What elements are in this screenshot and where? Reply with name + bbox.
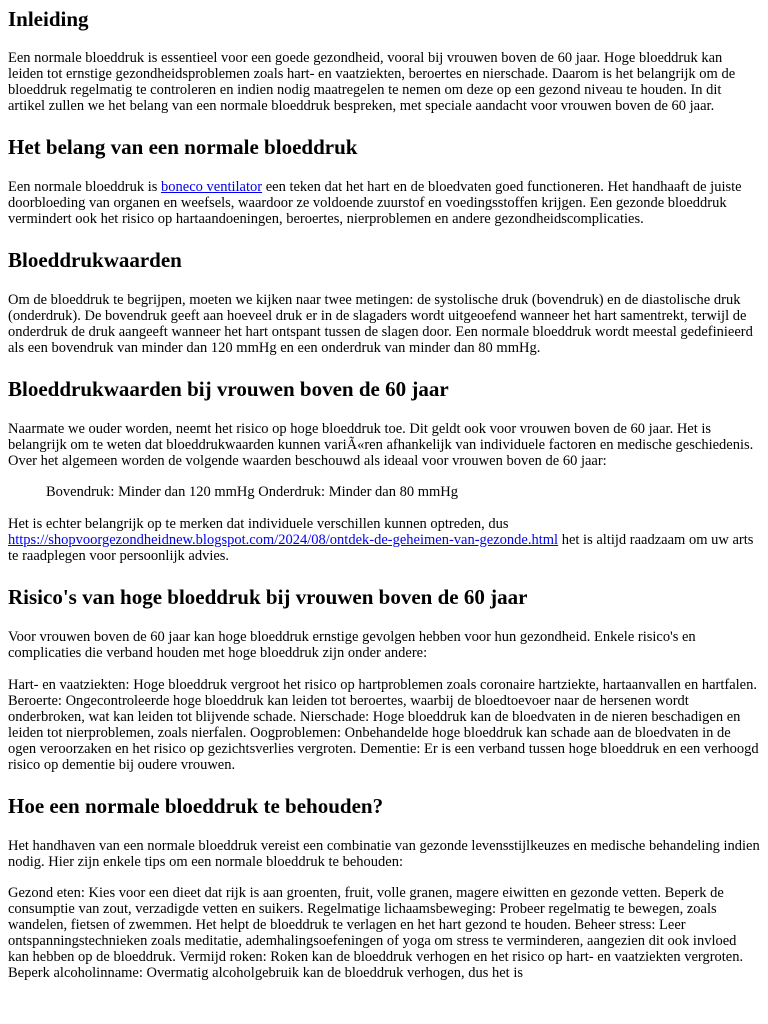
paragraph-inleiding: Een normale bloeddruk is essentieel voor een goede gezondheid, vooral bij vrouwen boven de 60 jaar. Hoge bloeddruk kan leiden tot ernstige gezondheidsproblemen zoals hart- en vaatziekten, beroertes en nierschade. Daarom is het belangrijk om de bloeddruk regelmatig te controleren en indien nodig maatregelen te nemen om deze op een gezond niveau te houden. In dit artikel zullen we het belang van een normale bloeddruk bespreken, met speciale aandacht voor vrouwen boven de 60 jaar. (8, 50, 736, 114)
heading-belang: Het belang van een normale bloeddruk (8, 135, 358, 159)
paragraph-opmerking-start: Het is echter belangrijk op te merken dat individuele verschillen kunnen optreden, dus (8, 516, 509, 532)
paragraph-bloeddrukwaarden: Om de bloeddruk te begrijpen, moeten we kijken naar twee metingen: de systolische druk (bovendruk) en de diastolische druk (onderdruk). De bovendruk geeft aan hoeveel druk er in de slagaders wordt uitgeoefend wanneer het hart samentrekt, terwijl de onderdruk de druk aangeeft wanneer het hart ontspant tussen de slagen door. Een normale bloeddruk wordt meestal gedefinieerd als een bovendruk van minder dan 120 mmHg en een onderdruk van minder dan 80 mmHg. (8, 292, 753, 356)
heading-vrouwen-60: Bloeddrukwaarden bij vrouwen boven de 60 jaar (8, 377, 449, 401)
heading-inleiding: Inleiding (8, 7, 89, 31)
heading-behouden: Hoe een normale bloeddruk te behouden? (8, 794, 384, 818)
paragraph-behouden-tips: Gezond eten: Kies voor een dieet dat rijk is aan groenten, fruit, volle granen, magere eiwitten en gezonde vetten. Beperk de consumptie van zout, verzadigde vetten en suikers. Regelmatige lichaamsbeweging: Probeer regelmatig te bewegen, zoals wandelen, fietsen of zwemmen. Het helpt de bloeddruk te verlagen en het hart gezond te houden. Beheer stress: Leer ontspanningstechnieken zoals meditatie, ademhalingsoefeningen of yoga om stress te verminderen, aangezien dit ook invloed kan hebben op de bloeddruk. Vermijd roken: Roken kan de bloeddruk verhogen en het risico op hart- en vaatziekten vergroten. Beperk alcoholinname: Overmatig alcoholgebruik kan de bloeddruk verhogen, dus het is (8, 885, 744, 981)
paragraph-belang-end: een teken dat het hart en de bloedvaten goed functioneren. Het handhaaft de juiste doorbloeding van organen en weefsels, waardoor ze voldoende zuurstof en voedingsstoffen krijgen. Een gezonde bloeddruk vermindert ook het risico op hartaandoeningen, beroertes, nierproblemen en andere gezondheidscomplicaties. (8, 179, 742, 227)
blog-article-link[interactable]: https://shopvoorgezondheidnew.blogspot.com/2024/08/ontdek-de-geheimen-van-gezonde.html (8, 532, 559, 548)
paragraph-behouden-intro: Het handhaven van een normale bloeddruk vereist een combinatie van gezonde levensstijlkeuzes en medische behandeling indien nodig. Hier zijn enkele tips om een normale bloeddruk te behouden: (8, 838, 760, 870)
paragraph-belang (8, 179, 760, 227)
paragraph-risicos-intro: Voor vrouwen boven de 60 jaar kan hoge bloeddruk ernstige gevolgen hebben voor hun gezondheid. Enkele risico's en complicaties die verband houden met hoge bloeddruk zijn onder andere: (8, 629, 696, 661)
paragraph-opmerking-end: het is altijd raadzaam om uw arts te raadplegen voor persoonlijk advies. (8, 532, 754, 564)
heading-risicos: Risico's van hoge bloeddruk bij vrouwen boven de 60 jaar (8, 585, 528, 609)
paragraph-risicos-list: Hart- en vaatziekten: Hoge bloeddruk vergroot het risico op hartproblemen zoals coronaire hartziekte, hartaanvallen en hartfalen. Beroerte: Ongecontroleerde hoge bloeddruk kan leiden tot beroertes, waarbij de bloedtoevoer naar de hersenen wordt onderbroken, wat kan leiden tot blijvende schade. Nierschade: Hoge bloeddruk kan de bloedvaten in de nieren beschadigen en leiden tot nierproblemen, zoals nierfalen. Oogproblemen: Onbehandelde hoge bloeddruk kan schade aan de bloedvaten in de ogen veroorzaken en het risico op gezichtsverlies vergroten. Dementie: Er is een verband tussen hoge bloeddruk en een verhoogd risico op dementie bij oudere vrouwen. (8, 677, 759, 773)
paragraph-vrouwen-60: Naarmate we ouder worden, neemt het risico op hoge bloeddruk toe. Dit geldt ook voor vrouwen boven de 60 jaar. Het is belangrijk om te weten dat bloeddrukwaarden kunnen variÃ«ren afhankelijk van individuele factoren en medische geschiedenis. Over het algemeen worden de volgende waarden beschouwd als ideaal voor vrouwen boven de 60 jaar: (8, 421, 754, 469)
boneco-ventilator-link[interactable]: boneco ventilator (161, 179, 263, 195)
paragraph-belang-start: Een normale bloeddruk is (8, 179, 162, 195)
quote-ideal-values: Bovendruk: Minder dan 120 mmHg Onderdruk: Minder dan 80 mmHg (46, 484, 458, 500)
heading-bloeddrukwaarden: Bloeddrukwaarden (8, 248, 182, 272)
paragraph-opmerking (8, 516, 760, 564)
